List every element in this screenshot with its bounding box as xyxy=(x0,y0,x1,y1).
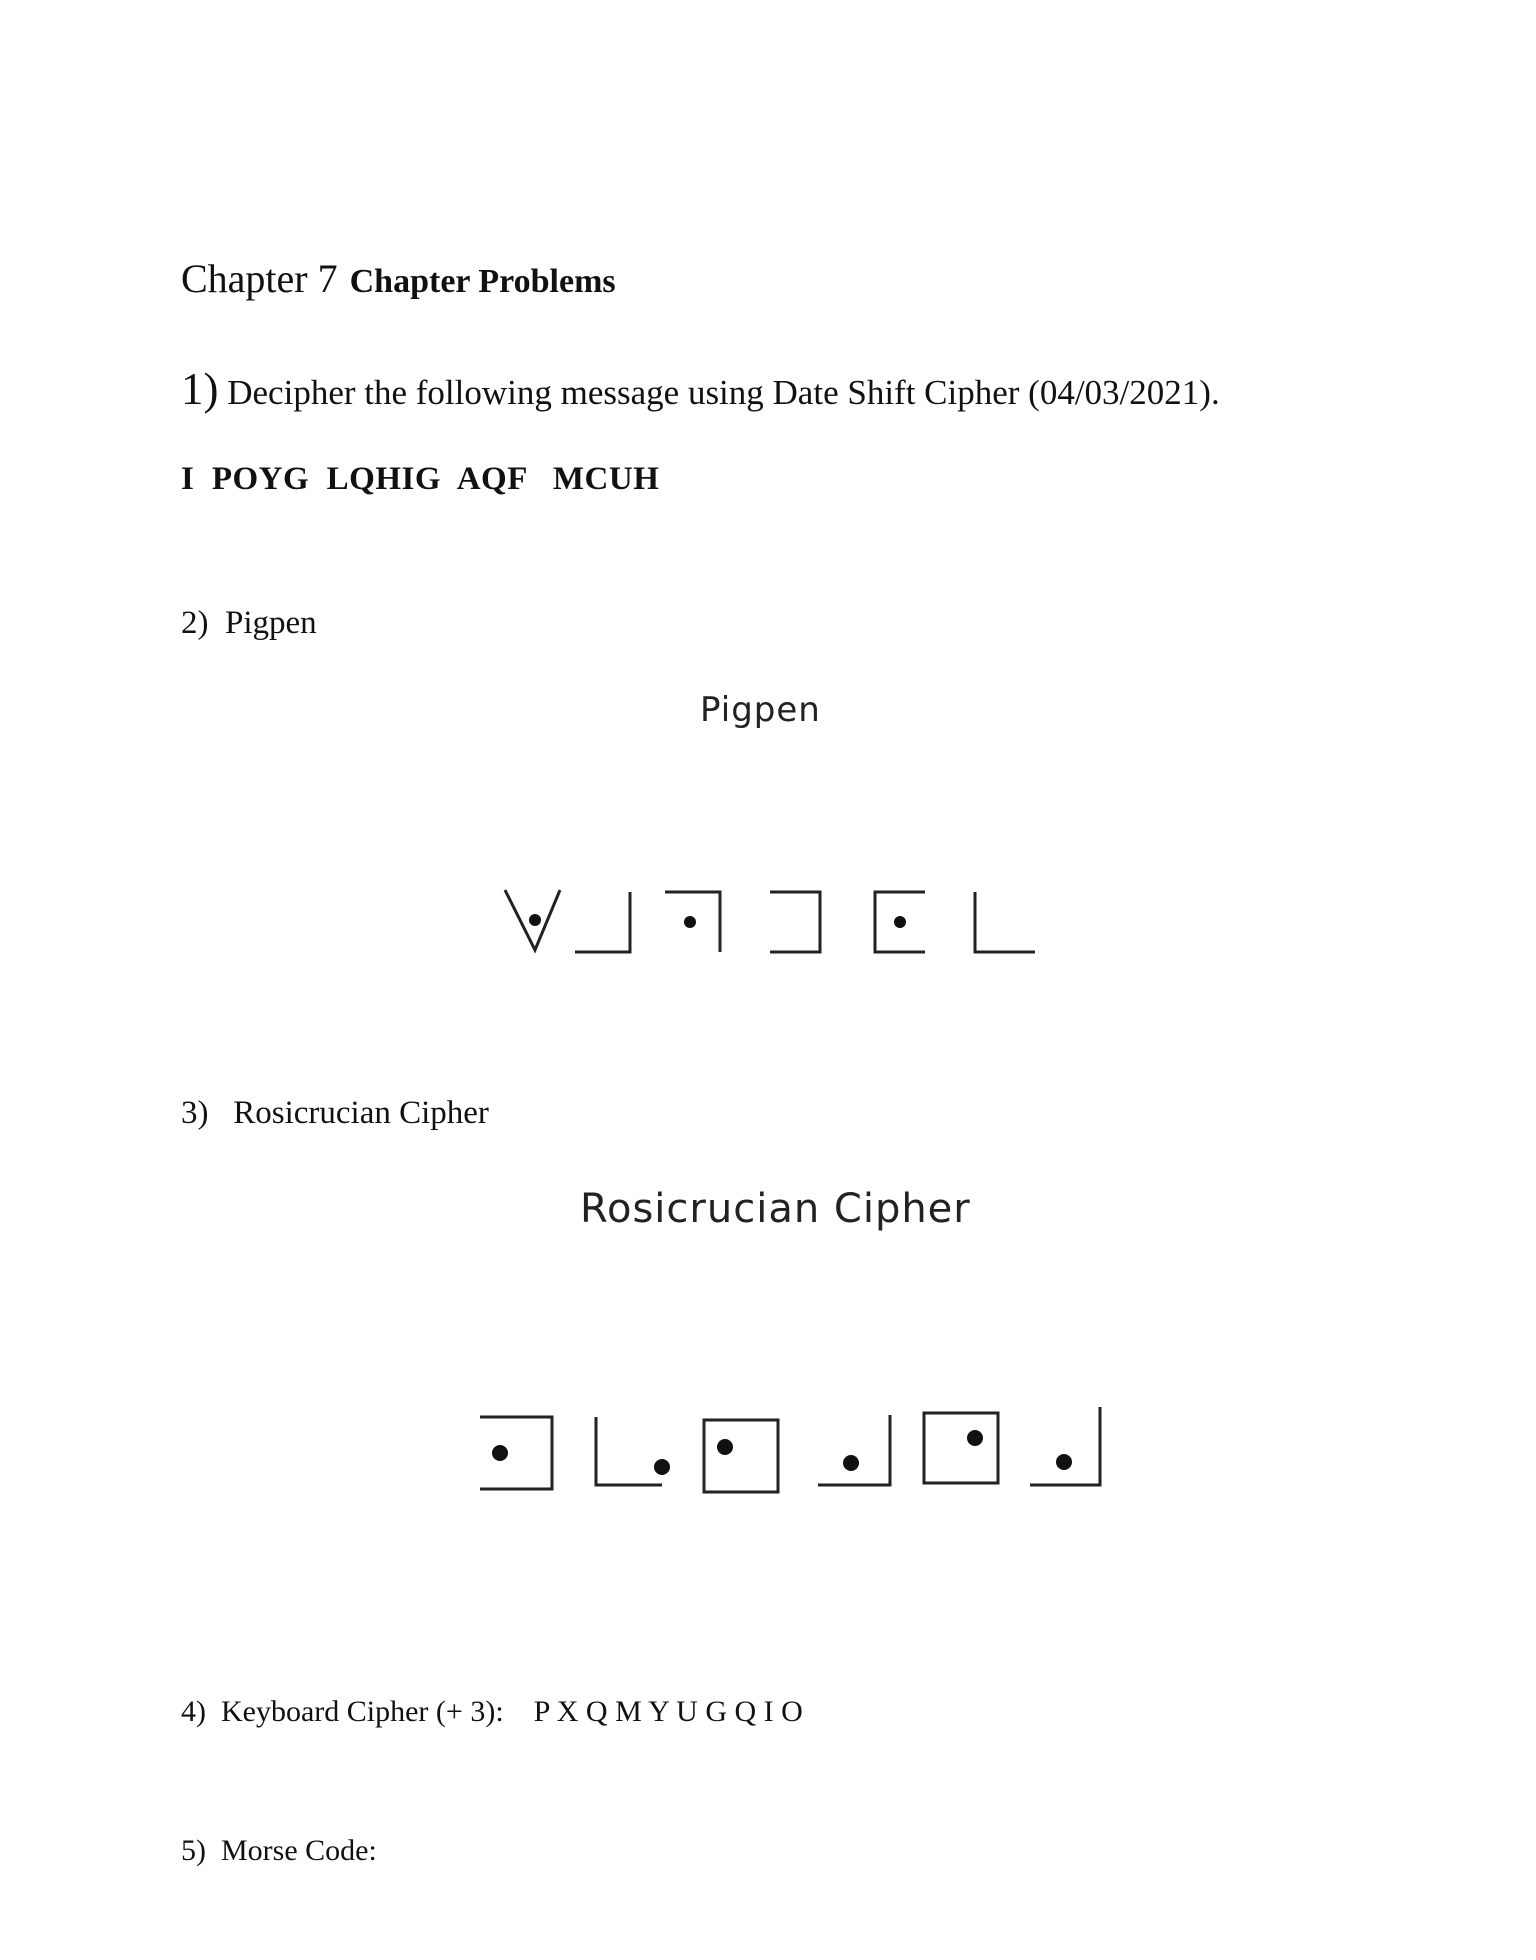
problem-4-label: 4) Keyboard Cipher (+ 3): xyxy=(181,1695,504,1728)
rosicrucian-symbol-corner-bottom-right-dot-2 xyxy=(1030,1407,1100,1485)
pigpen-symbols xyxy=(490,870,1050,970)
pigpen-symbol-corner-bottom-right xyxy=(575,892,630,952)
chapter-title: Chapter Problems xyxy=(349,263,616,300)
rosicrucian-figure-title: Rosicrucian Cipher xyxy=(580,1186,971,1232)
problem-1-ciphertext: I POYG LQHIG AQF MCUH xyxy=(181,461,660,497)
rosicrucian-symbols xyxy=(470,1395,1110,1505)
rosicrucian-symbol-box-dot xyxy=(704,1420,778,1492)
rosicrucian-symbol-open-left-box-dot xyxy=(480,1417,552,1489)
problem-1-text: Decipher the following message using Date Shift Cipher (04/03/2021). xyxy=(227,373,1220,412)
problem-2-label: 2) Pigpen xyxy=(181,605,317,641)
rosicrucian-symbol-corner-bottom-left-dot xyxy=(596,1417,670,1485)
problem-4-ciphertext: P X Q M Y U G Q I O xyxy=(533,1695,803,1728)
rosicrucian-symbol-corner-bottom-right-dot xyxy=(818,1415,890,1485)
pigpen-symbol-corner-bottom-left xyxy=(975,892,1035,952)
pigpen-figure-title: Pigpen xyxy=(700,690,821,730)
problem-5-label: 5) Morse Code: xyxy=(181,1834,377,1867)
pigpen-symbol-open-right-box-dot xyxy=(875,892,925,952)
rosicrucian-symbol-box-dot-2 xyxy=(924,1413,998,1483)
pigpen-symbol-open-left-box xyxy=(770,892,820,952)
pigpen-symbol-v-dot xyxy=(505,890,560,950)
chapter-heading xyxy=(181,255,616,302)
problem-1 xyxy=(181,363,1220,415)
problem-3-label: 3) Rosicrucian Cipher xyxy=(181,1095,489,1131)
problem-1-number: 1) xyxy=(181,364,219,414)
pigpen-symbol-corner-top-right-dot xyxy=(665,892,720,952)
chapter-number: Chapter 7 xyxy=(181,256,338,301)
problem-4 xyxy=(181,1695,803,1729)
